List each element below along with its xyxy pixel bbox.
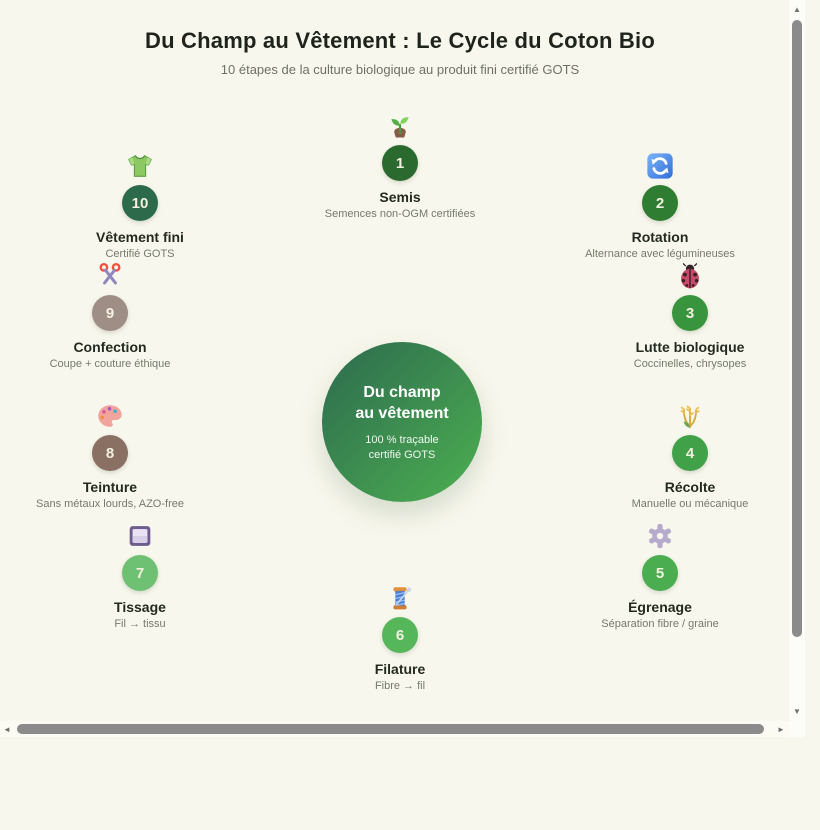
center-badge-subtitle (365, 433, 438, 463)
step-label: Rotation (631, 229, 689, 245)
step-detail: Alternance avec légumineuses (585, 248, 735, 260)
step-detail: Manuelle ou mécanique (631, 498, 749, 510)
step-number-badge: 3 (672, 295, 708, 331)
step-node-teinture (10, 401, 210, 510)
gear-icon (645, 521, 675, 551)
scroll-left-icon[interactable]: ◄ (3, 725, 11, 734)
step-node-confection (10, 261, 210, 370)
center-badge-subtitle-line2: certifié GOTS (368, 448, 436, 461)
scroll-down-icon[interactable]: ▼ (793, 707, 801, 716)
step-node-tissage (40, 521, 240, 630)
center-badge-title-line2: au vêtement (355, 404, 449, 422)
step-detail: Séparation fibre / graine (601, 618, 719, 630)
scroll-right-icon[interactable]: ► (777, 725, 785, 734)
step-node-vetement-fini (40, 151, 240, 260)
center-badge-title-line1: Du champ (363, 383, 441, 401)
step-node-lutte-biologique (590, 261, 790, 370)
step-node-semis (300, 111, 500, 220)
step-label: Teinture (82, 479, 138, 495)
step-label: Vêtement fini (96, 229, 184, 245)
seedling-icon (385, 111, 415, 141)
step-label: Récolte (664, 479, 716, 495)
page-header (0, 28, 800, 77)
vertical-scrollbar-thumb[interactable] (792, 20, 802, 637)
step-node-rotation (560, 151, 760, 260)
center-badge-title (355, 382, 448, 424)
ladybug-icon (675, 261, 705, 291)
palette-icon (95, 401, 125, 431)
step-number-badge: 8 (92, 435, 128, 471)
scroll-up-icon[interactable]: ▲ (793, 5, 801, 14)
step-detail: Semences non-OGM certifiées (324, 208, 476, 220)
step-number-badge: 7 (122, 555, 158, 591)
step-detail: Fibre → fil (374, 680, 426, 692)
step-node-filature (300, 583, 500, 692)
step-number-badge: 6 (382, 617, 418, 653)
step-number-badge: 10 (122, 185, 158, 221)
thread-spool-icon (385, 583, 415, 613)
step-label: Tissage (114, 599, 166, 615)
rotation-arrows-icon (645, 151, 675, 181)
harvest-sheaf-icon (675, 401, 705, 431)
window-loom-icon (125, 521, 155, 551)
step-number-badge: 9 (92, 295, 128, 331)
step-label: Semis (379, 189, 421, 205)
step-number-badge: 2 (642, 185, 678, 221)
step-label: Lutte biologique (635, 339, 745, 355)
step-number-badge: 1 (382, 145, 418, 181)
horizontal-scrollbar[interactable] (0, 721, 789, 737)
vertical-scrollbar[interactable] (789, 0, 805, 737)
step-label: Filature (374, 661, 426, 677)
step-label: Confection (73, 339, 147, 355)
tshirt-icon (125, 151, 155, 181)
step-detail: Coupe + couture éthique (49, 358, 171, 370)
step-label: Égrenage (628, 599, 692, 615)
page-title: Du Champ au Vêtement : Le Cycle du Coton Bio (145, 28, 655, 53)
step-detail: Certifié GOTS (105, 248, 175, 260)
page-subtitle: 10 étapes de la culture biologique au produit fini certifié GOTS (220, 62, 580, 77)
step-number-badge: 4 (672, 435, 708, 471)
horizontal-scrollbar-thumb[interactable] (17, 724, 764, 734)
step-detail: Coccinelles, chrysopes (633, 358, 747, 370)
step-detail: Sans métaux lourds, AZO-free (36, 498, 184, 510)
step-number-badge: 5 (642, 555, 678, 591)
step-node-egrenage (560, 521, 760, 630)
center-badge (322, 342, 482, 502)
step-node-recolte (590, 401, 790, 510)
center-badge-subtitle-line1: 100 % traçable (365, 433, 439, 446)
step-detail: Fil → tissu (114, 618, 166, 630)
scissors-icon (95, 261, 125, 291)
